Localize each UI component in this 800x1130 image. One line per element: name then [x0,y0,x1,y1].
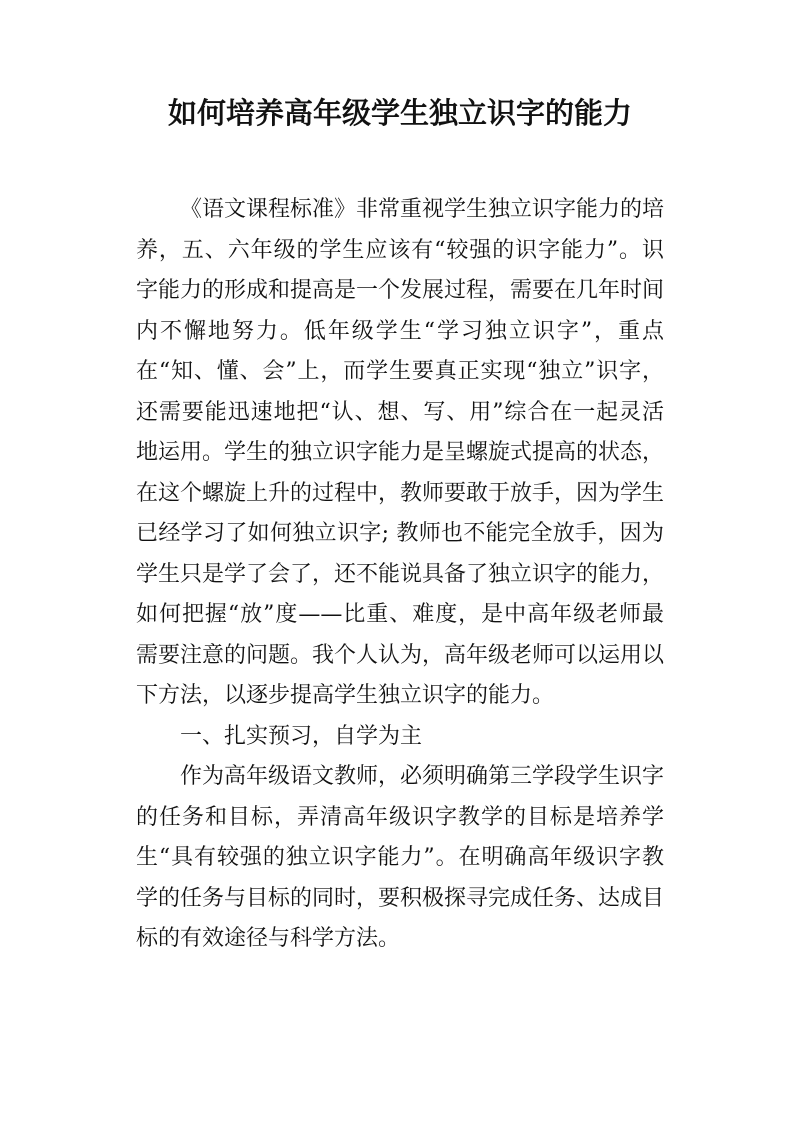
paragraph-section-one: 作为高年级语文教师，必须明确第三学段学生识字的任务和目标，弄清高年级识字教学的目标是培养学生“具有较强的独立识字能力”。在明确高年级识字教学的任务与目标的同时，要积极探寻完成任务、达成目标的有效途径与科学方法。 [136,764,665,951]
document-body [136,190,664,960]
paragraph-intro: 《语文课程标准》非常重视学生独立识字能力的培养，五、六年级的学生应该有“较强的识字能力”。识字能力的形成和提高是一个发展过程，需要在几年时间内不懈地努力。低年级学生“学习独立识字”，重点在“知、懂、会”上，而学生要真正实现“独立”识字，还需要能迅速地把“认、想、写、用”综合在一起灵活地运用。学生的独立识字能力是呈螺旋式提高的状态，在这个螺旋上升的过程中，教师要敢于放手，因为学生已经学习了如何独立识字; 教师也不能完全放手，因为学生只是学了会了，还不能说具备了独立识字的能力，如何把握“放”度——比重、难度，是中高年级老师最需要注意的问题。我个人认为，高年级老师可以运用以下方法，以逐步提高学生独立识字的能力。 [136,197,665,708]
section-heading: 一、扎实预习，自学为主 [180,723,423,749]
document-title: 如何培养高年级学生独立识字的能力 [167,96,632,130]
